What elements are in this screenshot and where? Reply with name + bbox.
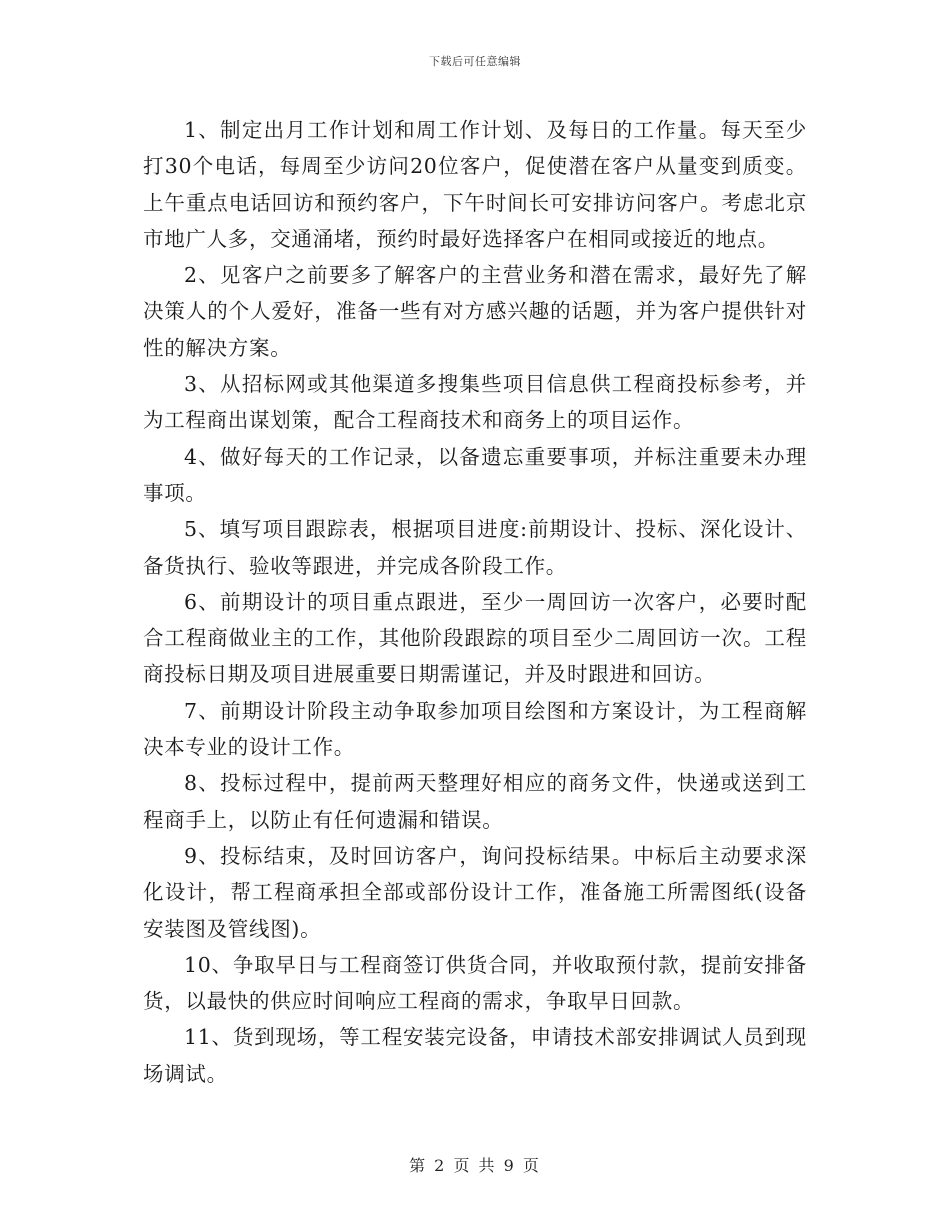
page-header: 下载后可任意编辑	[429, 55, 521, 68]
paragraph-4: 4、做好每天的工作记录，以备遗忘重要事项，并标注重要未办理事项。	[143, 444, 807, 505]
page-number: 第 2 页 共 9 页	[409, 1156, 541, 1175]
paragraph-5: 5、填写项目跟踪表，根据项目进度:前期设计、投标、深化设计、备货执行、验收等跟进，并完成各阶段工作。	[143, 517, 807, 578]
document-body	[143, 112, 807, 1092]
paragraph-7: 7、前期设计阶段主动争取参加项目绘图和方案设计，为工程商解决本专业的设计工作。	[143, 698, 807, 760]
paragraph-3: 3、从招标网或其他渠道多搜集些项目信息供工程商投标参考，并为工程商出谋划策，配合工程商技术和商务上的项目运作。	[143, 372, 807, 433]
paragraph-6: 6、前期设计的项目重点跟进，至少一周回访一次客户，必要时配合工程商做业主的工作，其他阶段跟踪的项目至少二周回访一次。工程商投标日期及项目进展重要日期需谨记，并及时跟进和回访。	[143, 589, 807, 687]
paragraph-1: 1、制定出月工作计划和周工作计划、及每日的工作量。每天至少打30个电话，每周至少访问20位客户，促使潜在客户从量变到质变。上午重点电话回访和预约客户，下午时间长可安排访问客户。考虑北京市地广人多，交通涌堵，预约时最好选择客户在相同或接近的地点。	[143, 118, 807, 251]
paragraph-10: 10、争取早日与工程商签订供货合同，并收取预付款，提前安排备货，以最快的供应时间响应工程商的需求，争取早日回款。	[143, 952, 807, 1014]
paragraph-2: 2、见客户之前要多了解客户的主营业务和潜在需求，最好先了解决策人的个人爱好，准备一些有对方感兴趣的话题，并为客户提供针对性的解决方案。	[143, 263, 807, 360]
paragraph-8: 8、投标过程中，提前两天整理好相应的商务文件，快递或送到工程商手上，以防止有任何遗漏和错误。	[143, 771, 807, 832]
paragraph-9: 9、投标结束，及时回访客户，询问投标结果。中标后主动要求深化设计，帮工程商承担全部或部份设计工作，准备施工所需图纸(设备安装图及管线图)。	[143, 843, 807, 941]
paragraph-11: 11、货到现场，等工程安装完设备，申请技术部安排调试人员到现场调试。	[143, 1025, 807, 1086]
